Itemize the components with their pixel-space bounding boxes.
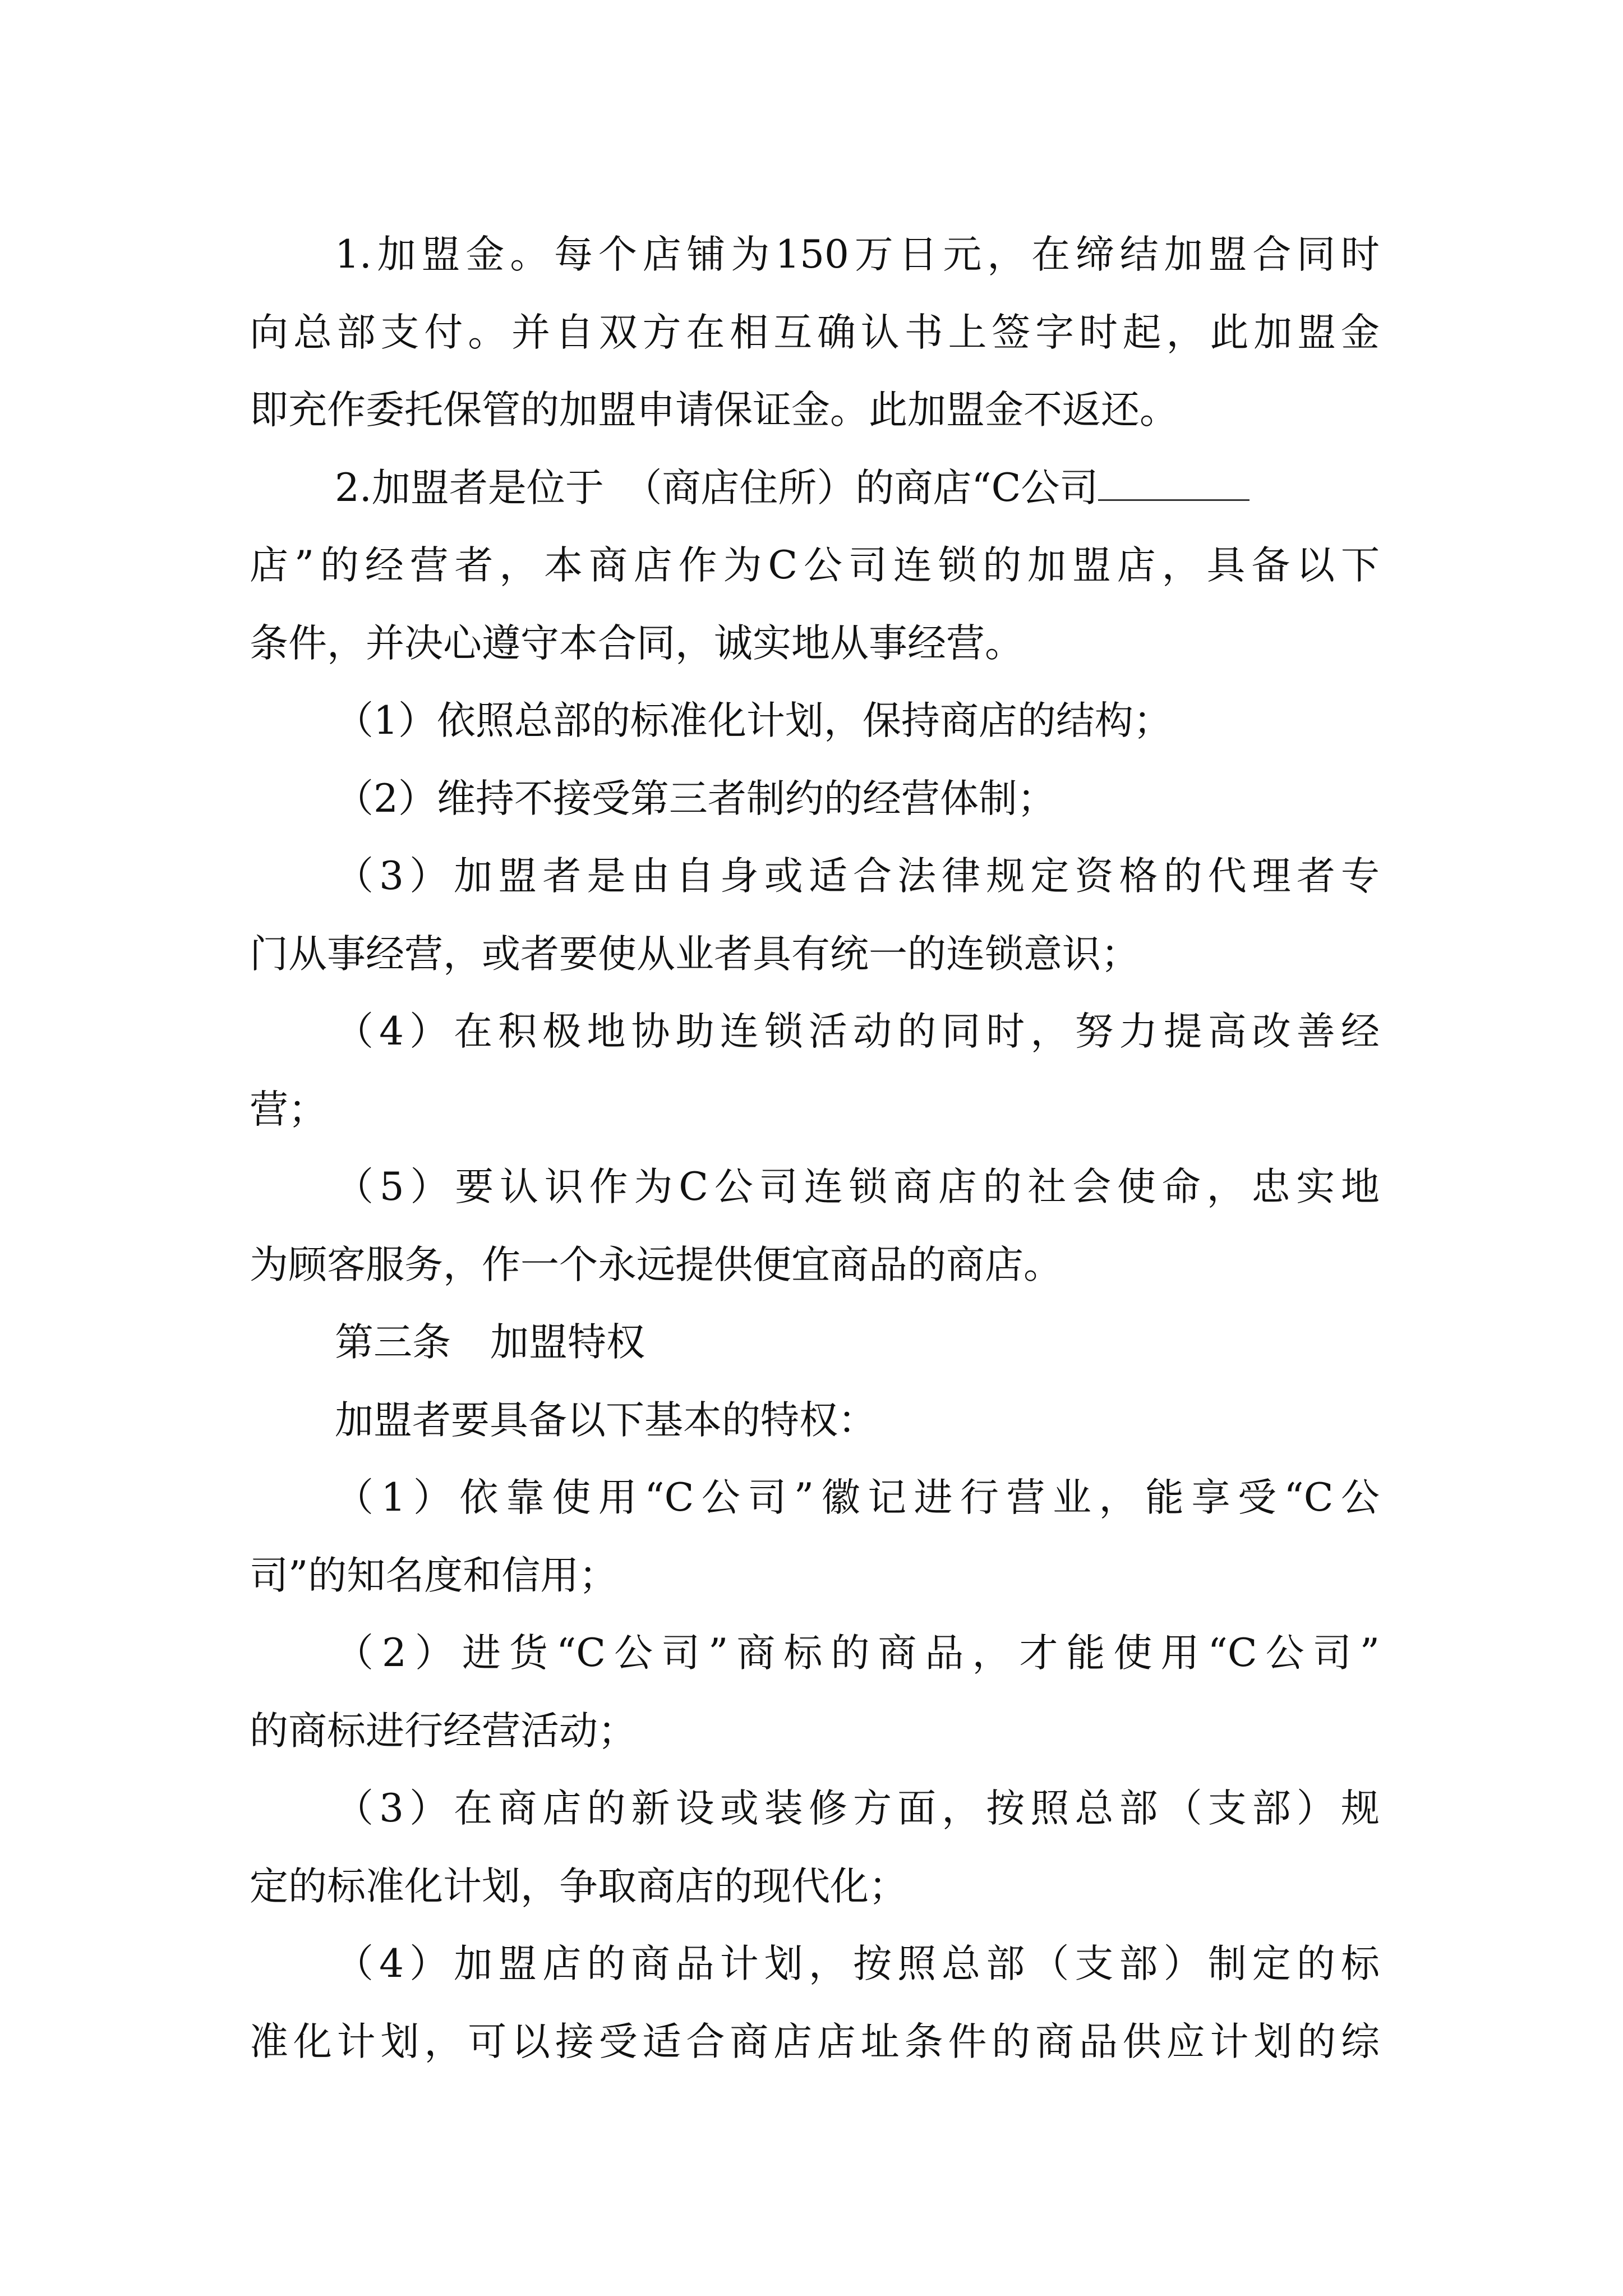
document-page [250,216,1380,2081]
article-3-heading [250,1304,1380,1382]
privilege-4-line-1: （4）加盟店的商品计划，按照总部（支部）制定的标 [335,1941,1380,1986]
privilege-2-line-1: （2）进货“C公司”商标的商品，才能使用“C公司” [335,1631,1380,1676]
condition-4-line-1: （4）在积极地协助连锁活动的同时，努力提高改善经 [335,1009,1380,1054]
privilege-3-line-2: 定的标准化计划，争取商店的现代化； [250,1864,907,1909]
condition-3-line-1: （3）加盟者是由自身或适合法律规定资格的代理者专 [335,854,1380,899]
privileges-intro: 加盟者要具备以下基本的特权： [335,1397,877,1443]
paragraph-franchisee-line-1 [250,449,1380,527]
paragraph-franchisee-line-3: 条件，并决心遵守本合同，诚实地从事经营。 [250,620,1023,666]
privilege-4-line-2: 准化计划，可以接受适合商店店址条件的商品供应计划的综 [250,2019,1380,2064]
condition-2: （2）维持不接受第三者制约的经营体制； [335,776,1056,821]
article-3-title: 加盟特权 [490,1320,645,1365]
privilege-3-line-1: （3）在商店的新设或装修方面，按照总部（支部）规 [335,1786,1380,1831]
store-name-blank [1098,466,1249,501]
paragraph-franchisee-line-2: 店”的经营者，本商店作为C公司连锁的加盟店，具备以下 [250,543,1380,588]
condition-3-line-2: 门从事经营，或者要使从业者具有统一的连锁意识； [250,931,1140,977]
franchisee-line-1-text: 2.加盟者是位于 （商店住所）的商店“C公司 [335,465,1099,510]
privilege-1-line-1: （1）依靠使用“C公司”徽记进行营业，能享受“C公 [335,1475,1380,1520]
condition-4-line-2: 营； [250,1087,327,1132]
privilege-2-line-2: 的商标进行经营活动； [250,1708,637,1754]
paragraph-fee-line-1: 1.加盟金。每个店铺为150万日元，在缔结加盟合同时 [335,232,1380,277]
privilege-1-line-2: 司”的知名度和信用； [250,1553,618,1598]
paragraph-fee-line-3: 即充作委托保管的加盟申请保证金。此加盟金不返还。 [250,388,1178,432]
paragraph-fee-line-2: 向总部支付。并自双方在相互确认书上签字时起，此加盟金 [250,310,1380,355]
article-3-number: 第三条 [335,1320,451,1365]
condition-1: （1）依照总部的标准化计划，保持商店的结构； [335,698,1172,743]
condition-5-line-1: （5）要认识作为C公司连锁商店的社会使命，忠实地 [335,1165,1380,1209]
condition-5-line-2: 为顾客服务，作一个永远提供便宜商品的商店。 [250,1242,1062,1287]
